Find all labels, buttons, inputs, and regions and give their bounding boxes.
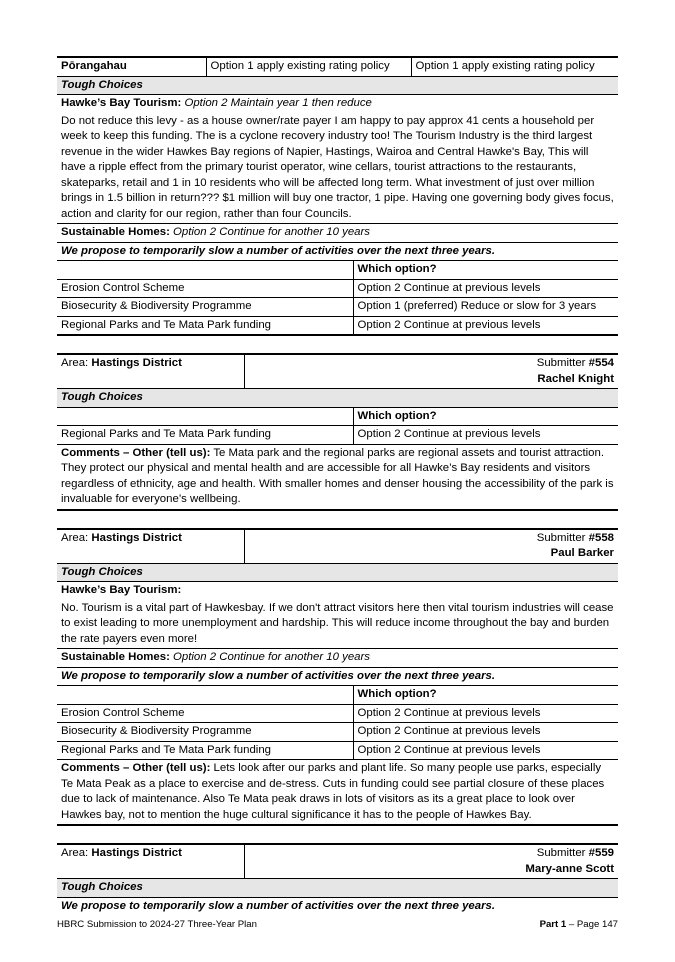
- tourism-question: [57, 582, 618, 600]
- comment-block: Comments – Other (tell us): Te Mata park and the regional parks are regional assets and tourist attraction. They protect our physical and mental health and are accessible for all Hawke’s Bay residents and visitors regardless of ethnicity, age and health. With smaller homes and denser housing the accessibility of the park is invaluable for everyone’s wellbeing.: [57, 445, 618, 511]
- comment-label: Comments – Other (tell us): [61, 762, 207, 774]
- comment-block: Comments – Other (tell us): Lets look after our parks and plant life. So many people use parks, especially Te Mata Peak as a place to exercise and de-stress. Cuts in funding could see partial closure of these places due to lack of maintenance. Also Te Mata peak draws in lots of visitors as its a great place to look over Hawkes bay, not to mention the huge cultural significance it has to the people of Hawkes Bay.: [57, 760, 618, 826]
- table-header-row: [57, 686, 618, 705]
- footer-title: HBRC Submission to 2024-27 Three-Year Plan: [57, 919, 257, 930]
- table-row: [57, 298, 618, 317]
- activity-name: Biosecurity & Biodiversity Programme: [57, 723, 353, 742]
- rating-policy-table: [57, 56, 618, 77]
- tourism-label: Hawke’s Bay Tourism:: [61, 584, 182, 596]
- which-option-header: Which option?: [353, 261, 618, 280]
- homes-label: Sustainable Homes:: [61, 226, 170, 238]
- activity-choice: Option 2 Continue at previous levels: [353, 741, 618, 760]
- submitter-name: Rachel Knight: [537, 372, 614, 385]
- activities-table: [57, 408, 618, 445]
- submitter-number: #559: [588, 847, 614, 859]
- tourism-label: Hawke’s Bay Tourism:: [61, 97, 182, 109]
- area-label: Area:: [61, 847, 89, 859]
- propose-text: We propose to temporarily slow a number of activities over the next three years.: [61, 669, 496, 682]
- homes-choice: Option 2 Continue for another 10 years: [173, 226, 370, 238]
- submitter-label: Submitter: [536, 531, 586, 544]
- table-row: [57, 704, 618, 723]
- table-row: [57, 316, 618, 335]
- tough-choices-heading: Tough Choices: [57, 879, 618, 898]
- submitter-label: Submitter: [536, 357, 586, 369]
- submitter-number: #554: [588, 357, 614, 369]
- footer-page: [540, 917, 618, 933]
- tourism-choice: Option 2 Maintain year 1 then reduce: [184, 97, 372, 109]
- comment-label: Comments – Other (tell us): [61, 446, 207, 459]
- area-cell: [57, 354, 244, 389]
- area-cell: [57, 529, 244, 564]
- submitter-cell: [244, 354, 618, 389]
- activity-choice: Option 2 Continue at previous levels: [353, 279, 618, 298]
- homes-label: Sustainable Homes:: [61, 651, 170, 663]
- submitter-cell: [244, 844, 618, 879]
- activity-choice: Option 2 Continue at previous levels: [353, 704, 618, 723]
- comment-text: Te Mata park and the regional parks are regional assets and tourist attraction. They protect our physical and mental health and are accessible for all Hawke’s Bay residents and visitors regardless of ethnicity, age and health. With smaller homes and denser housing the accessibility of the park is invaluable for everyone’s wellbeing.: [61, 446, 614, 505]
- table-header-row: [57, 408, 618, 426]
- tourism-comment: Do not reduce this levy - as a house owner/rate payer I am happy to pay approx 41 cents a household per week to keep this funding. The is a cyclone recovery industry too! The Tourism Industry is the third largest revenue in the wider Hawkes Bay regions of Napier, Hastings, Wairoa and Central Hawke's Bay, This will have a ripple effect from the primary tourist operator, wine cellars, tourist attractions to the restaurants, skateparks, retail and 1 in 10 residents who will be affected long term. What investment of just over million brings in 1.5 billion in return??? $1 million will buy one tractor, 1 pipe. Having one governing body gives focus, action and clarity for our region, rather than four Councils.: [57, 113, 618, 225]
- area-value: Hastings District: [91, 847, 182, 859]
- activities-table: [57, 260, 618, 336]
- homes-choice: Option 2 Continue for another 10 years: [173, 651, 370, 663]
- table-row: [57, 426, 618, 445]
- table-row: [57, 723, 618, 742]
- propose-text: We propose to temporarily slow a number of activities over the next three years.: [61, 899, 496, 912]
- tourism-question: [57, 95, 618, 113]
- homes-question: [57, 649, 618, 668]
- page-footer: [57, 917, 618, 933]
- table-row: [57, 741, 618, 760]
- table-row: [57, 279, 618, 298]
- propose-text: We propose to temporarily slow a number of activities over the next three years.: [61, 244, 496, 257]
- submitter-554-header: [57, 353, 618, 389]
- area-cell: [57, 844, 244, 879]
- footer-page-number: – Page 147: [568, 919, 618, 930]
- submitter-name: Mary-anne Scott: [525, 862, 614, 875]
- submitter-cell: [244, 529, 618, 564]
- which-option-header: Which option?: [353, 686, 618, 705]
- activity-choice: Option 2 Continue at previous levels: [353, 426, 618, 445]
- submitter-name: Paul Barker: [550, 547, 614, 559]
- activity-name: Biosecurity & Biodiversity Programme: [57, 298, 353, 317]
- area-name: Pōrangahau: [57, 57, 206, 76]
- rating-option-b: Option 1 apply existing rating policy: [411, 57, 618, 76]
- submitter-number: #558: [588, 531, 614, 544]
- page-content: [57, 56, 618, 915]
- tough-choices-heading: Tough Choices: [57, 77, 618, 96]
- homes-question: [57, 224, 618, 243]
- submitter-558-header: [57, 528, 618, 564]
- activity-choice: Option 2 Continue at previous levels: [353, 723, 618, 742]
- activity-name: Erosion Control Scheme: [57, 279, 353, 298]
- tough-choices-heading: Tough Choices: [57, 389, 618, 408]
- which-option-header: Which option?: [353, 408, 618, 426]
- table-header-row: [57, 261, 618, 280]
- area-value: Hastings District: [91, 531, 182, 544]
- area-value: Hastings District: [91, 357, 182, 369]
- activity-choice: Option 1 (preferred) Reduce or slow for 3 years: [353, 298, 618, 317]
- comment-text: Lets look after our parks and plant life. So many people use parks, especially Te Mata Peak as a place to exercise and de-stress. Cuts in funding could see partial closure of these places due to lack of maintenance. Also Te Mata peak draws in lots of visitors as its a great place to look over Hawkes bay, not to mention the huge cultural significance it has to the people of Hawkes Bay.: [61, 762, 605, 821]
- rating-option-a: Option 1 apply existing rating policy: [206, 57, 411, 76]
- tourism-comment: No. Tourism is a vital part of Hawkesbay. If we don't attract visitors here then vital tourism industries will cease to exist leading to more unemployment and hardship. This will reduce income throughout the bay and burden the rate payers even more!: [57, 600, 618, 650]
- area-label: Area:: [61, 357, 89, 369]
- activity-name: Regional Parks and Te Mata Park funding: [61, 743, 272, 756]
- activity-name: Regional Parks and Te Mata Park funding: [57, 426, 353, 445]
- submitter-559-header: [57, 843, 618, 879]
- activities-table: [57, 685, 618, 760]
- activity-choice: Option 2 Continue at previous levels: [353, 316, 618, 335]
- area-label: Area:: [61, 531, 89, 544]
- activity-name: Regional Parks and Te Mata Park funding: [61, 318, 272, 331]
- activity-name: Erosion Control Scheme: [57, 704, 353, 723]
- tough-choices-heading: Tough Choices: [57, 564, 618, 583]
- footer-part: Part 1: [539, 919, 567, 930]
- submitter-label: Submitter: [536, 847, 586, 859]
